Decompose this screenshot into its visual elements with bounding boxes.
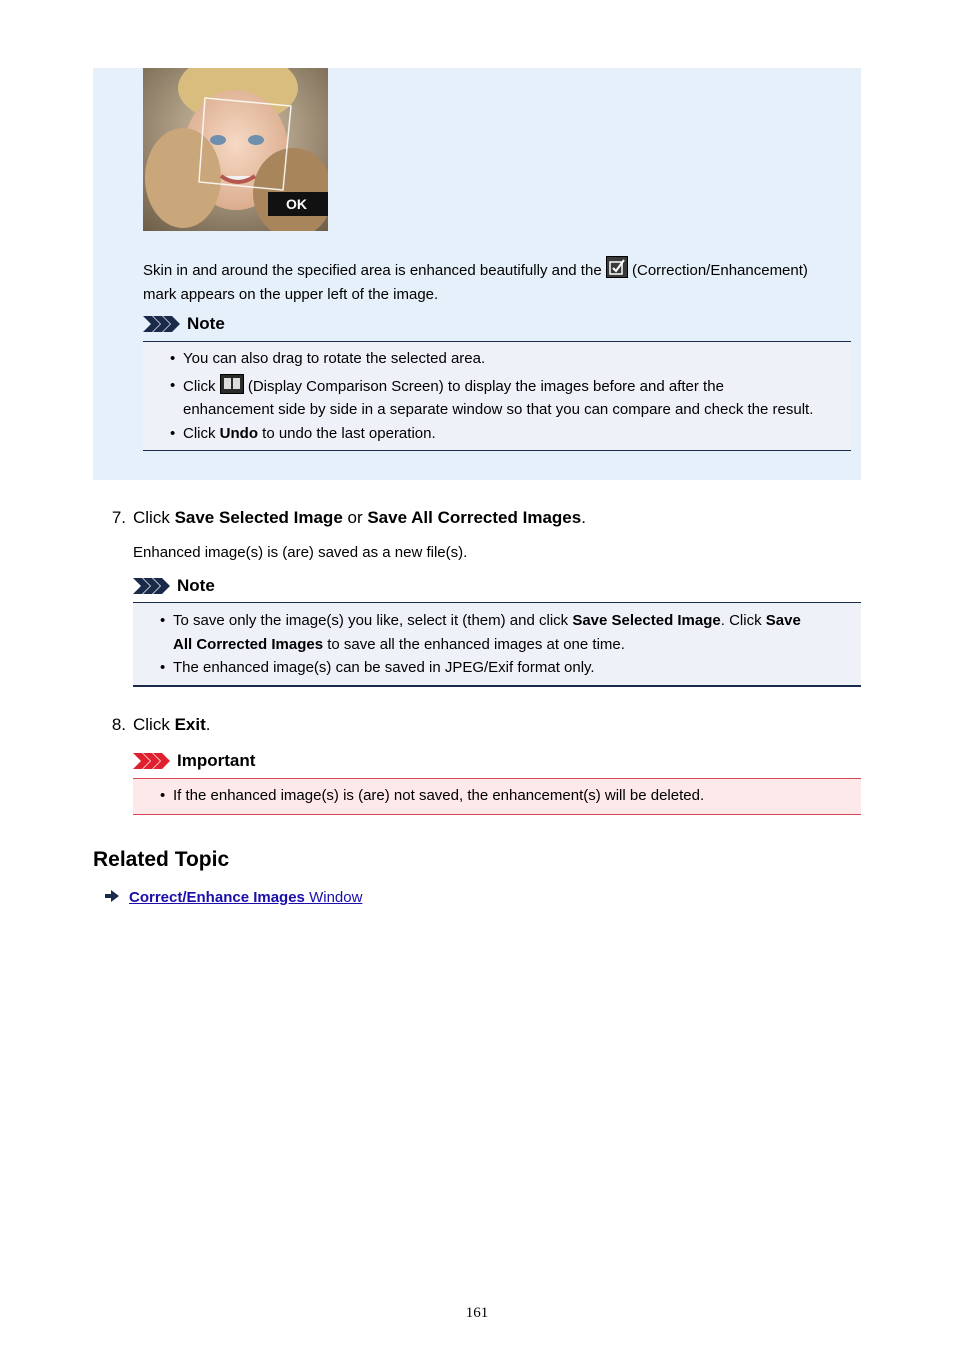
- correction-enhancement-icon: [606, 256, 628, 278]
- note-chevrons-icon: [143, 316, 181, 332]
- related-topic-title: Related Topic: [93, 848, 230, 871]
- preview-photo: [143, 68, 328, 231]
- related-link-row: [105, 889, 362, 906]
- arrow-right-icon: [105, 889, 119, 906]
- list-item: • If the enhanced image(s) is (are) not saved, the enhancement(s) will be deleted.: [133, 784, 861, 808]
- important-box: [133, 778, 861, 815]
- step-8: 8. Click Exit.: [111, 715, 211, 734]
- list-item: • You can also drag to rotate the selected area.: [143, 347, 851, 371]
- display-comparison-icon: [220, 374, 244, 394]
- note-heading: Note: [133, 576, 215, 596]
- important-heading: Important: [133, 751, 255, 771]
- note-box: [133, 602, 861, 687]
- list-item: • Click (Display Comparison Screen) to display the images before and after the enhancement side by side in a separate window so that you can compare and check the result.: [143, 374, 851, 422]
- list-item: • The enhanced image(s) can be saved in JPEG/Exif format only.: [133, 656, 861, 680]
- step-7: 7. Click Save Selected Image or Save All Corrected Images.: [111, 508, 586, 527]
- correct-enhance-images-link[interactable]: Correct/Enhance Images Window: [129, 889, 363, 906]
- step-7-description: Enhanced image(s) is (are) saved as a new file(s).: [133, 544, 468, 561]
- list-item: • To save only the image(s) you like, select it (them) and click Save Selected Image. Click Save All Corrected Images to save all the enhanced images at one time.: [133, 609, 861, 656]
- enhance-description: Skin in and around the specified area is enhanced beautifully and the (Correction/Enhancement) mark appears on the upper left of the image.: [143, 256, 853, 307]
- note-chevrons-icon: [133, 578, 171, 594]
- page-number: 161: [465, 1305, 489, 1321]
- note-box: [143, 341, 851, 451]
- important-chevrons-icon: [133, 753, 171, 769]
- note-heading: Note: [143, 314, 225, 334]
- list-item: • Click Undo to undo the last operation.: [143, 422, 851, 446]
- ok-button[interactable]: OK: [286, 196, 307, 212]
